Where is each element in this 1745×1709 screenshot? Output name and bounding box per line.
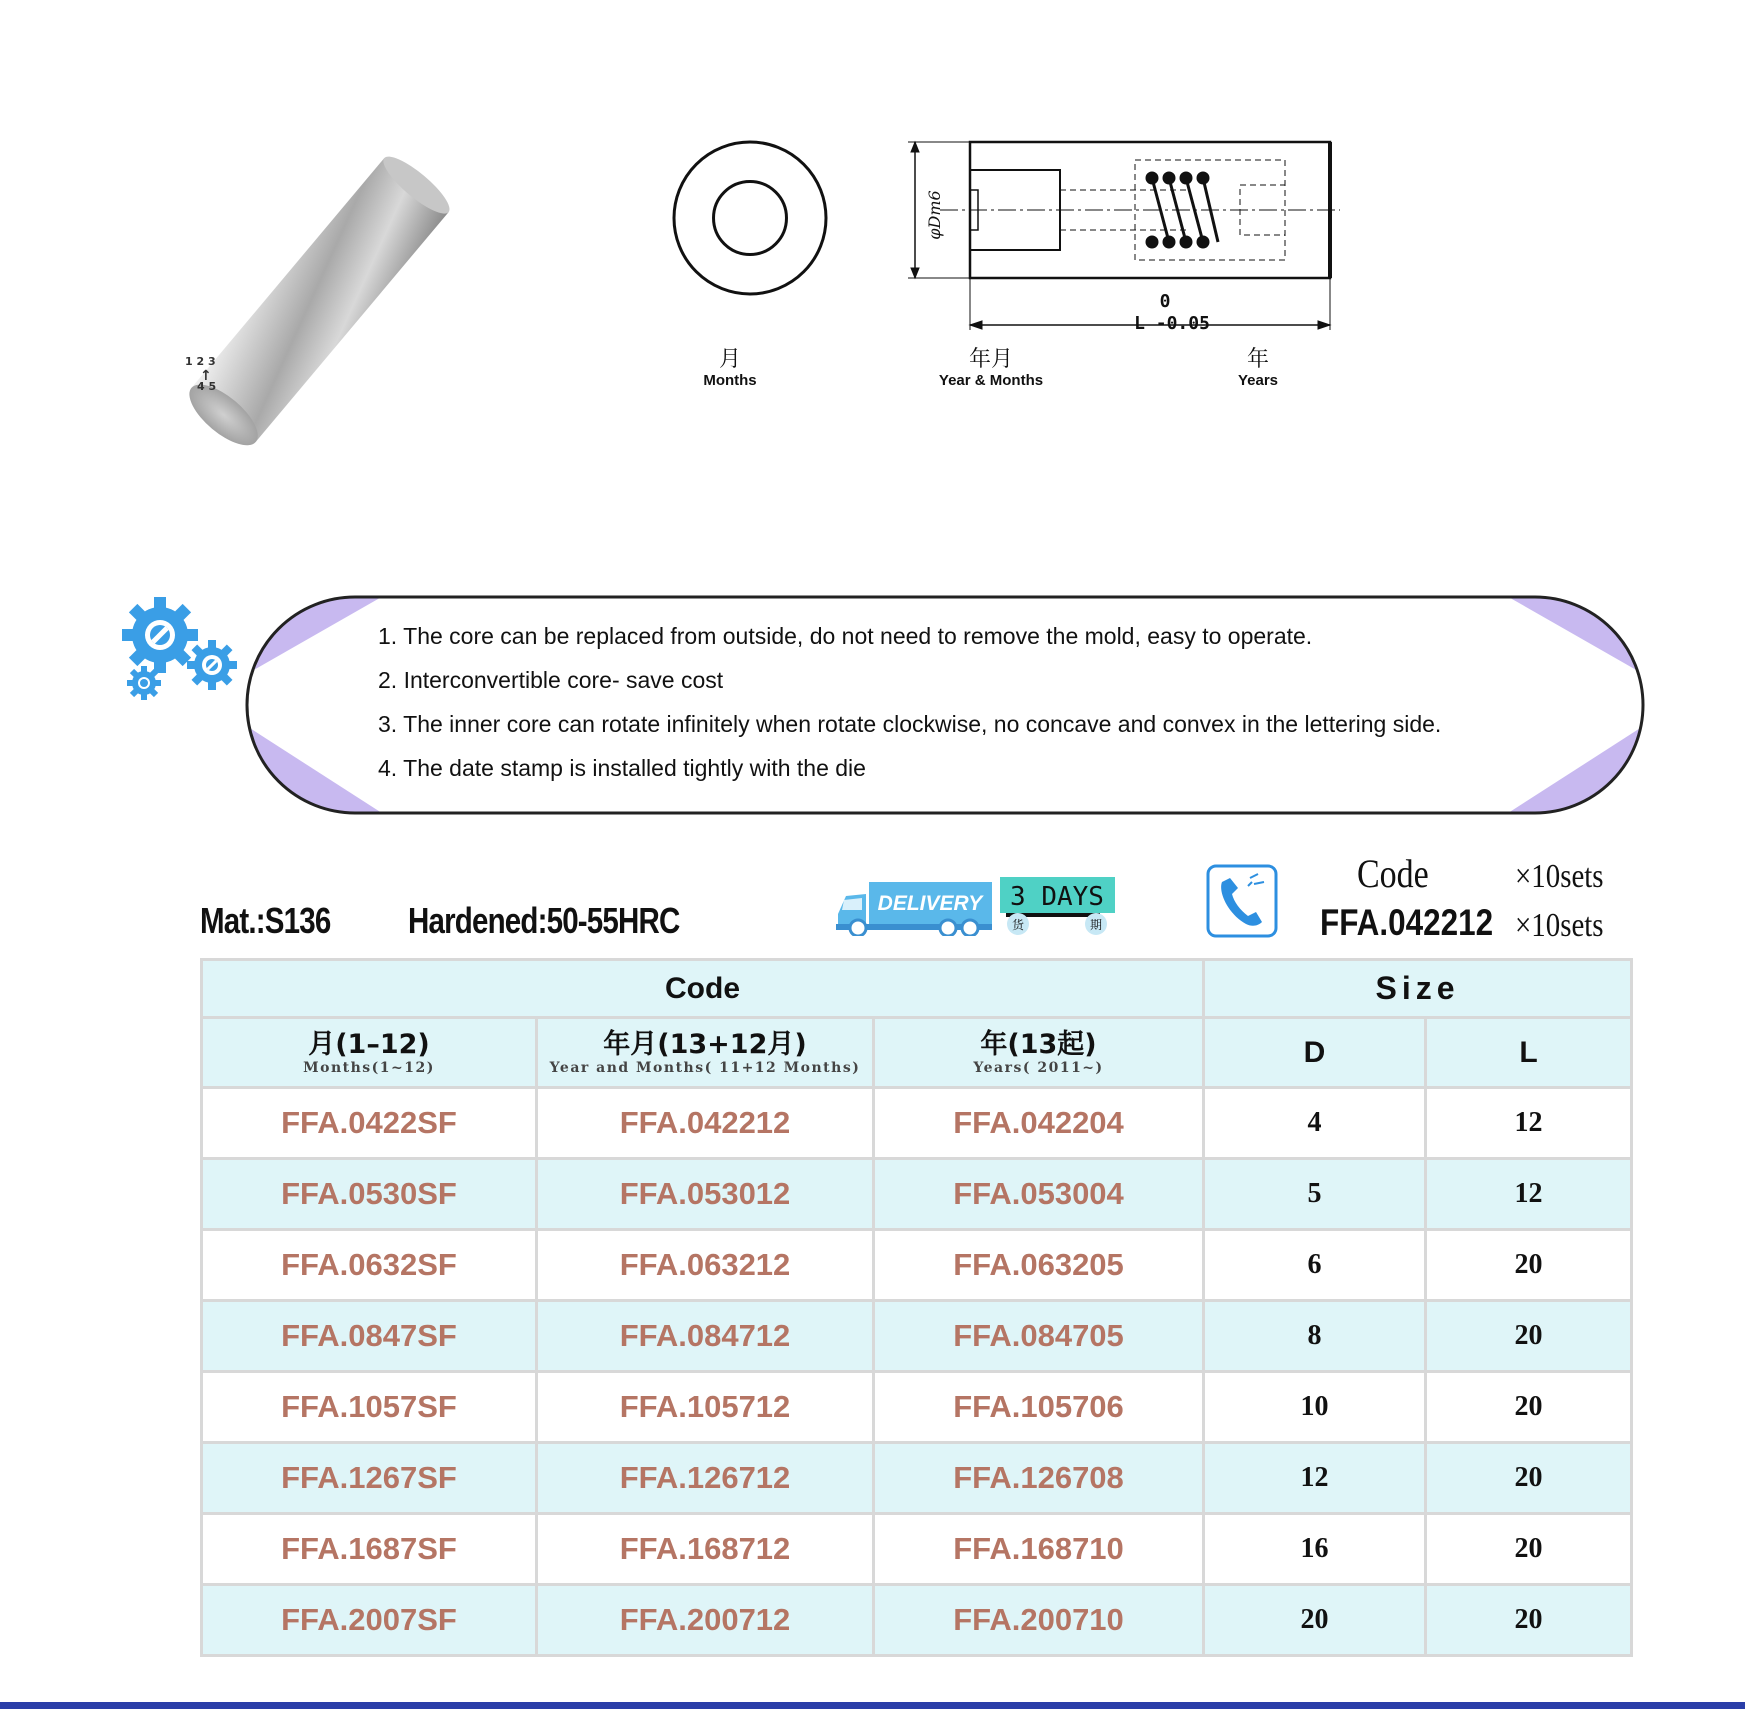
months-code: FFA.0530SF (202, 1159, 537, 1230)
years-code: FFA.063205 (874, 1230, 1204, 1301)
size-d: 20 (1204, 1585, 1426, 1656)
months-code: FFA.0632SF (202, 1230, 537, 1301)
year-months-code: FFA.200712 (537, 1585, 874, 1656)
spec-table (200, 958, 1633, 1657)
year-months-dial-block (891, 348, 1091, 562)
col-year-months-header (537, 1018, 874, 1088)
size-d: 10 (1204, 1372, 1426, 1443)
col-years-cn: 年(13起) (980, 1028, 1097, 1060)
col-years-en: Years( 2011~) (973, 1059, 1104, 1076)
year-months-title-en: Year & Months (938, 372, 1044, 389)
months-code: FFA.1267SF (202, 1443, 537, 1514)
size-group-header: Size (1204, 960, 1632, 1018)
size-l: 20 (1426, 1230, 1632, 1301)
date-stamp-photo (150, 150, 490, 450)
months-dial-block (630, 348, 830, 562)
years-code: FFA.126708 (874, 1443, 1204, 1514)
years-code: FFA.105706 (874, 1372, 1204, 1443)
col-years-header (874, 1018, 1204, 1088)
size-l: 20 (1426, 1301, 1632, 1372)
table-row (202, 1301, 1632, 1372)
feature-item: 3. The inner core can rotate infinitely when rotate clockwise, no concave and convex in the lettering side. (378, 711, 1442, 737)
features-list (378, 614, 1628, 790)
size-d: 4 (1204, 1088, 1426, 1159)
months-code: FFA.2007SF (202, 1585, 537, 1656)
table-row (202, 1159, 1632, 1230)
year-months-code: FFA.042212 (537, 1088, 874, 1159)
feature-item: 2. Interconvertible core- save cost (378, 667, 724, 693)
delivery-label: DELIVERY (877, 892, 983, 915)
col-year-months-en: Year and Months( 11+12 Months) (549, 1059, 861, 1076)
phone-icon (1206, 864, 1278, 938)
years-code: FFA.084705 (874, 1301, 1204, 1372)
order-sets-bottom: ×10sets (1515, 907, 1604, 944)
months-code: FFA.0422SF (202, 1088, 537, 1159)
svg-text:4 5: 4 5 (197, 380, 217, 393)
size-l: 20 (1426, 1372, 1632, 1443)
year-months-code: FFA.105712 (537, 1372, 874, 1443)
technical-drawing (900, 130, 1360, 350)
tolerance-upper: 0 (1159, 291, 1171, 312)
size-l: 20 (1426, 1585, 1632, 1656)
size-l: 20 (1426, 1443, 1632, 1514)
size-l: 20 (1426, 1514, 1632, 1585)
months-code: FFA.0847SF (202, 1301, 537, 1372)
col-l-header: L (1426, 1018, 1632, 1088)
year-months-title-cn: 年月 (968, 347, 1013, 372)
size-d: 16 (1204, 1514, 1426, 1585)
delivery-cn-left: 货 (1011, 918, 1025, 932)
size-d: 6 (1204, 1230, 1426, 1301)
table-row (202, 1443, 1632, 1514)
years-code: FFA.042204 (874, 1088, 1204, 1159)
gears-icon (118, 595, 248, 705)
col-year-months-cn: 年月(13+12月) (603, 1028, 807, 1060)
year-months-code: FFA.053012 (537, 1159, 874, 1230)
size-d: 12 (1204, 1443, 1426, 1514)
svg-text:1 2 3: 1 2 3 (185, 355, 216, 368)
months-title-cn: 月 (718, 347, 741, 372)
years-code: FFA.200710 (874, 1585, 1204, 1656)
stamp-face-dial (670, 138, 830, 298)
months-code: FFA.1057SF (202, 1372, 537, 1443)
year-months-code: FFA.168712 (537, 1514, 874, 1585)
years-title-cn: 年 (1246, 347, 1269, 372)
table-row (202, 1088, 1632, 1159)
months-dial (645, 392, 815, 562)
table-row (202, 1514, 1632, 1585)
years-dial (1173, 392, 1343, 562)
col-d-header: D (1204, 1018, 1426, 1088)
code-group-header: Code (202, 960, 1204, 1018)
year-months-code: FFA.063212 (537, 1230, 874, 1301)
col-months-en: Months(1~12) (303, 1059, 435, 1076)
years-dial-block (1158, 348, 1358, 562)
delivery-days: 3 DAYS (1010, 882, 1104, 912)
hardness-label: Hardened:50-55HRC (408, 900, 680, 941)
delivery-days-badge (1000, 877, 1115, 937)
bottom-rule (0, 1702, 1745, 1709)
years-title-en: Years (1237, 372, 1279, 389)
months-title-en: Months (703, 372, 757, 389)
order-code-label: Code (1357, 851, 1429, 896)
years-code: FFA.168710 (874, 1514, 1204, 1585)
order-sets-top: ×10sets (1515, 858, 1604, 895)
year-months-dial (906, 392, 1076, 562)
months-code: FFA.1687SF (202, 1514, 537, 1585)
size-l: 12 (1426, 1088, 1632, 1159)
years-code: FFA.053004 (874, 1159, 1204, 1230)
order-code-value: FFA.042212 (1320, 902, 1494, 943)
size-d: 8 (1204, 1301, 1426, 1372)
feature-item: 1. The core can be replaced from outside, do not need to remove the mold, easy to operate. (378, 623, 1313, 649)
size-l: 12 (1426, 1159, 1632, 1230)
table-row (202, 1372, 1632, 1443)
table-row (202, 1230, 1632, 1301)
dial-inner-ring (714, 182, 787, 255)
material-label: Mat.:S136 (200, 900, 331, 941)
delivery-cn-right: 期 (1089, 918, 1103, 932)
col-months-header (202, 1018, 537, 1088)
length-label: L -0.05 (1134, 313, 1210, 334)
year-months-code: FFA.126712 (537, 1443, 874, 1514)
col-months-cn: 月(1–12) (308, 1028, 430, 1060)
size-d: 5 (1204, 1159, 1426, 1230)
feature-item: 4. The date stamp is installed tightly with the die (378, 755, 866, 781)
delivery-truck-icon (836, 876, 996, 936)
year-months-code: FFA.084712 (537, 1301, 874, 1372)
table-row (202, 1585, 1632, 1656)
diameter-label: φDm6 (925, 190, 944, 240)
svg-text:↑: ↑ (200, 368, 212, 384)
